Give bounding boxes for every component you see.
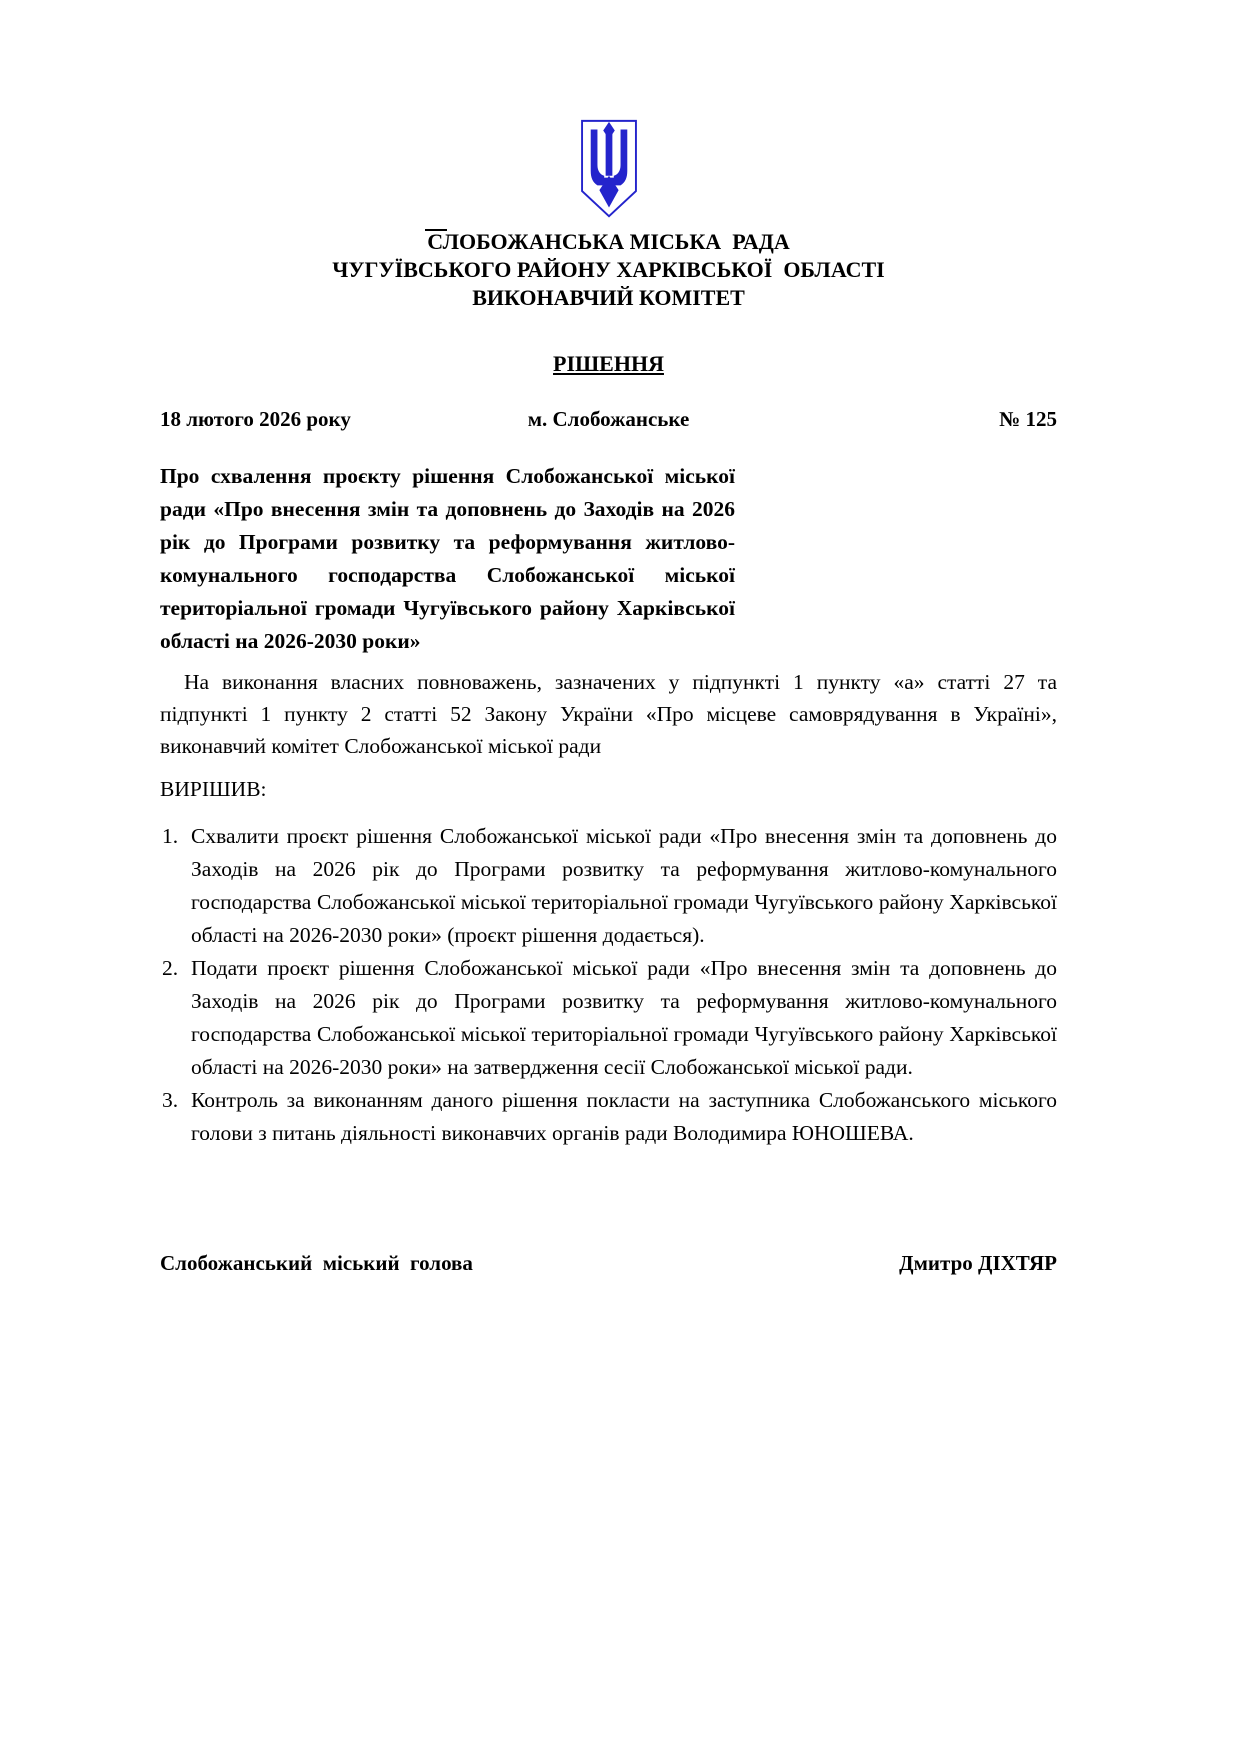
decision-item-1 xyxy=(160,820,1057,952)
org-name-line-3: ВИКОНАВЧИЙ КОМІТЕТ xyxy=(472,285,745,310)
doc-date: 18 лютого 2026 року xyxy=(160,407,351,431)
preamble-paragraph: На виконання власних повноважень, зазначених у підпункті 1 пункту «а» статті 27 та підпункті 1 пункту 2 статті 52 Закону України «Про місцеве самоврядування в Україні», виконавчий комітет Слобожанської міської ради xyxy=(160,670,1057,758)
item-number: 3. xyxy=(162,1088,179,1112)
item-text: Контроль за виконанням даного рішення покласти на заступника Слобожанського міського голови з питань діяльності виконавчих органів ради Володимира ЮНОШЕВА. xyxy=(191,1088,1057,1145)
item-text: Подати проєкт рішення Слобожанської міської ради «Про внесення змін та доповнень до Заходів на 2026 рік до Програми розвитку та реформування житлово-комунального господарства Слобожанської міської територіальної громади Чугуївського району Харківської області на 2026-2030 роки» на затвердження сесії Слобожанської міської ради. xyxy=(191,956,1057,1079)
doc-place: м. Слобожанське xyxy=(527,407,690,431)
signature-title: Слобожанський міський голова xyxy=(160,1251,473,1275)
item-number: 1. xyxy=(162,824,179,848)
document-content xyxy=(160,0,1057,1276)
doc-number: № 125 xyxy=(999,407,1057,431)
decision-item-2 xyxy=(160,952,1057,1084)
item-text: Схвалити проєкт рішення Слобожанської міської ради «Про внесення змін та доповнень до Заходів на 2026 рік до Програми розвитку та реформування житлово-комунального господарства Слобожанської міської територіальної громади Чугуївського району Харківської області на 2026-2030 роки» (проєкт рішення додається). xyxy=(191,824,1057,947)
org-name-line-2: ЧУГУЇВСЬКОГО РАЙОНУ ХАРКІВСЬКОЇ ОБЛАСТІ xyxy=(332,257,885,282)
org-name-block xyxy=(160,228,1057,312)
resolved-heading: ВИРІШИВ: xyxy=(160,777,267,801)
doc-type-title: РІШЕННЯ xyxy=(553,351,664,376)
item-number: 2. xyxy=(162,956,179,980)
decision-item-3 xyxy=(160,1084,1057,1150)
signature-row xyxy=(160,1250,1057,1276)
decision-items-list xyxy=(160,820,1057,1150)
signature-name: Дмитро ДІХТЯР xyxy=(899,1251,1057,1275)
doc-meta-row xyxy=(160,406,1057,432)
org-name-line-1: СЛОБОЖАНСЬКА МІСЬКА РАДА xyxy=(427,229,790,254)
subject-paragraph: Про схвалення проєкту рішення Слобожанської міської ради «Про внесення змін та доповнень до Заходів на 2026 рік до Програми розвитку та реформування житлово-комунального господарства Слобожанської міської територіальної громади Чугуївського району Харківської області на 2026-2030 роки» xyxy=(160,464,735,653)
ukraine-trident-icon xyxy=(578,118,640,220)
